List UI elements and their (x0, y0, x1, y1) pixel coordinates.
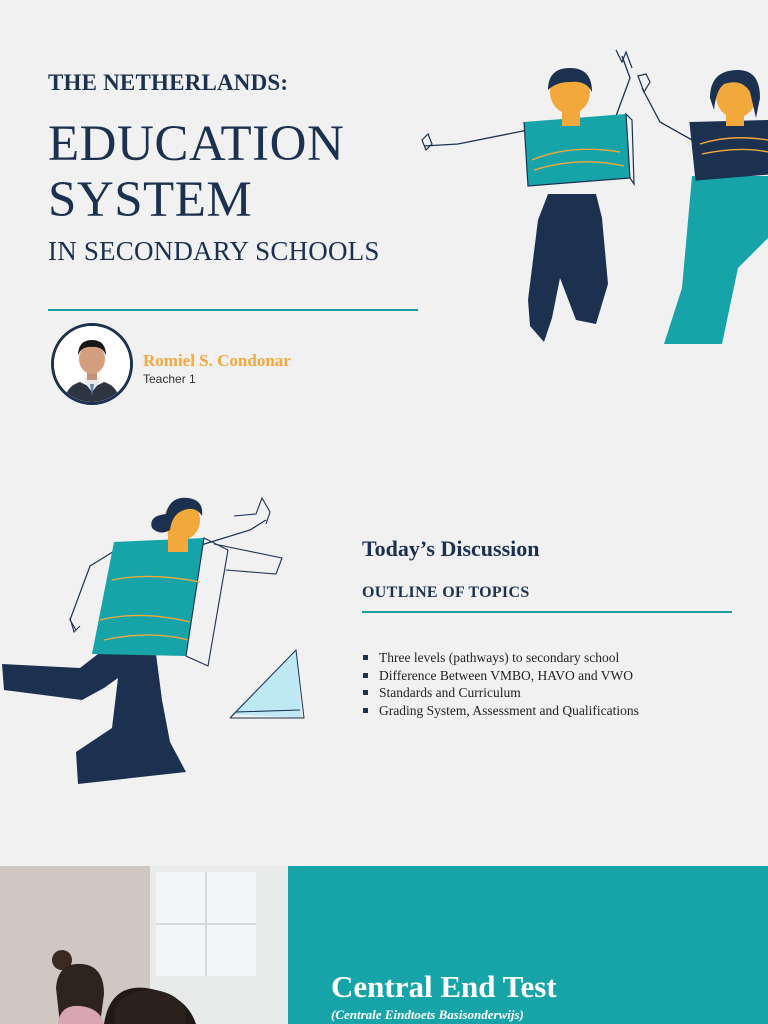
person-photo-icon (54, 326, 130, 402)
slide3-subtitle: (Centrale Eindtoets Basisonderwijs) (331, 1007, 524, 1022)
classroom-photo-image (0, 866, 288, 1024)
author-name: Romiel S. Condonar (143, 351, 291, 370)
slide1-subtitle: IN SECONDARY SCHOOLS (48, 236, 380, 266)
topics-list (362, 649, 639, 719)
list-item: Grading System, Assessment and Qualifications (362, 702, 639, 720)
running-person-illustration (0, 490, 310, 790)
slide2-divider (362, 611, 732, 613)
author-role: Teacher 1 (143, 372, 196, 386)
slide1-supertitle: THE NETHERLANDS: (48, 70, 289, 95)
list-item: Difference Between VMBO, HAVO and VWO (362, 667, 639, 685)
slide3-title: Central End Test (331, 969, 557, 1004)
slide1-title-line2: SYSTEM (48, 172, 253, 228)
list-item: Standards and Curriculum (362, 684, 639, 702)
slide1-title (48, 116, 344, 228)
outline-heading: OUTLINE OF TOPICS (362, 584, 530, 601)
list-item: Three levels (pathways) to secondary school (362, 649, 639, 667)
author-avatar (51, 323, 133, 405)
high-five-illustration (420, 48, 768, 346)
slide1-title-line1: EDUCATION (48, 116, 345, 172)
slide2-title: Today’s Discussion (362, 536, 540, 561)
slide1-divider (48, 309, 418, 311)
classroom-photo (0, 866, 288, 1024)
